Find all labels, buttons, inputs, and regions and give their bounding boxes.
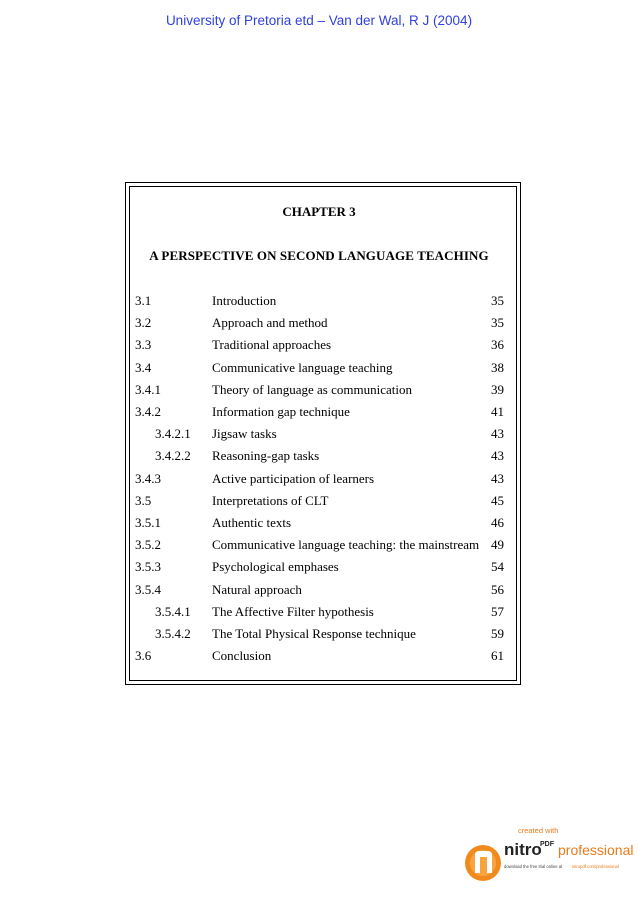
chapter-heading: CHAPTER 3	[282, 204, 356, 219]
toc-entry-title: Active participation of learners	[212, 470, 375, 486]
toc-entry-page: 56	[491, 581, 504, 597]
toc-entry-number: 3.5.1	[135, 515, 161, 530]
toc-entry	[0, 360, 638, 378]
toc-entry-page: 35	[491, 315, 504, 331]
toc-entry-page: 35	[491, 293, 504, 308]
toc-entry-page: 41	[491, 404, 504, 419]
toc-entry-number: 3.5.2	[135, 537, 161, 553]
download-text: download the free trial online at	[504, 864, 563, 869]
toc-entry	[0, 648, 638, 666]
toc-entry	[0, 559, 638, 577]
toc-entry-page: 43	[491, 470, 504, 486]
professional-label: professional	[558, 842, 634, 858]
toc-entry-title: Reasoning-gap tasks	[212, 448, 320, 464]
toc-entry-number: 3.3	[135, 337, 152, 353]
toc-entry-number: 3.5.4.1	[155, 603, 191, 619]
toc-entry-number: 3.4.2.1	[155, 426, 191, 442]
toc-entry-number: 3.2	[135, 315, 152, 331]
toc-entry	[0, 382, 638, 400]
toc-entry-page: 45	[491, 492, 504, 508]
toc-entry	[0, 426, 638, 444]
chapter-title: A PERSPECTIVE ON SECOND LANGUAGE TEACHING	[149, 248, 489, 263]
toc-entry-page: 59	[491, 626, 504, 641]
toc-entry-number: 3.5	[135, 492, 152, 508]
toc-entry-number: 3.4.1	[135, 381, 161, 397]
nitro-link: nitropdf.com/professional	[572, 864, 619, 869]
toc-entry-title: Information gap technique	[212, 404, 350, 419]
toc-entry-page: 54	[491, 559, 504, 575]
toc-entry-number: 3.4	[135, 359, 152, 375]
toc-entry-title: Conclusion	[212, 648, 272, 664]
toc-entry-title: Jigsaw tasks	[212, 426, 277, 442]
toc-entry-page: 43	[491, 448, 504, 464]
toc-entry	[0, 471, 638, 489]
toc-entry-title: Introduction	[212, 293, 277, 308]
toc-entry-title: The Affective Filter hypothesis	[212, 603, 374, 619]
toc-entry	[0, 293, 638, 311]
toc-entry	[0, 626, 638, 644]
toc-entry	[0, 582, 638, 600]
pdf-label: PDF	[540, 841, 554, 848]
nitro-brand: nitro	[504, 840, 542, 859]
toc-entry	[0, 337, 638, 355]
toc-entry-title: Communicative language teaching	[212, 359, 393, 375]
toc-entry-title: Approach and method	[212, 315, 328, 331]
toc-entry-page: 49	[491, 537, 504, 553]
toc-entry-number: 3.5.4.2	[155, 626, 191, 641]
toc-entry-title: Natural approach	[212, 581, 302, 597]
toc-entry	[0, 448, 638, 466]
toc-entry-title: The Total Physical Response technique	[212, 626, 416, 641]
toc-entry-number: 3.6	[135, 648, 152, 664]
toc-entry-number: 3.5.4	[135, 581, 161, 597]
toc-entry	[0, 315, 638, 333]
toc-entry-title: Interpretations of CLT	[212, 492, 329, 508]
toc-entry-page: 46	[491, 515, 504, 530]
toc-entry-number: 3.5.3	[135, 559, 161, 575]
nitro-pdf-watermark	[464, 815, 634, 890]
toc-entry	[0, 515, 638, 533]
created-with-label: created with	[518, 826, 559, 835]
toc-entry	[0, 493, 638, 511]
toc-entry-page: 38	[491, 359, 504, 375]
toc-entry-title: Traditional approaches	[212, 337, 332, 353]
toc-entry-page: 57	[491, 603, 504, 619]
toc-entry-page: 61	[491, 648, 504, 664]
toc-entry-title: Communicative language teaching: the mainstream	[212, 537, 480, 553]
toc-entry-number: 3.4.3	[135, 470, 161, 486]
toc-entry-number: 3.4.2	[135, 404, 161, 419]
toc-entry	[0, 604, 638, 622]
toc-entry-number: 3.4.2.2	[155, 448, 191, 464]
toc-entry-title: Theory of language as communication	[212, 381, 412, 397]
toc-entry-title: Psychological emphases	[212, 559, 339, 575]
toc-entry-title: Authentic texts	[212, 515, 292, 530]
toc-entry	[0, 537, 638, 555]
toc-entry-page: 39	[491, 381, 504, 397]
toc-entry-page: 36	[491, 337, 504, 353]
toc-entry-page: 43	[491, 426, 504, 442]
page-header: University of Pretoria etd – Van der Wal, R J (2004)	[165, 13, 473, 28]
toc-entry-number: 3.1	[135, 293, 152, 308]
toc-entry	[0, 404, 638, 422]
